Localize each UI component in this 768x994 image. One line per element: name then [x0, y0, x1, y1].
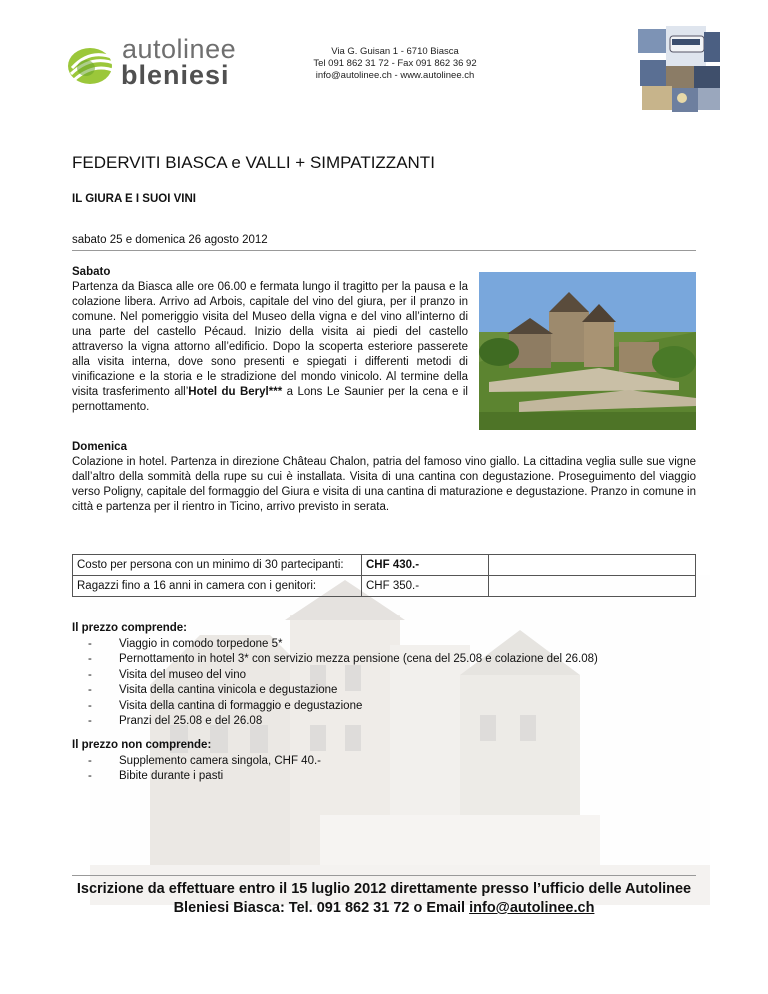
- company-phone: Tel 091 862 31 72 - Fax 091 862 36 92: [313, 58, 477, 69]
- price-value: CHF 430.-: [362, 555, 489, 576]
- saturday-text-end: a Lons Le Saunier per la cena e il pernottamento.: [72, 386, 468, 413]
- excluded-section: [72, 738, 692, 785]
- price-empty-cell: [489, 576, 696, 597]
- list-item: - Viaggio in comodo torpedone 5*: [88, 637, 283, 650]
- castle-vineyard-photo: [479, 272, 696, 430]
- list-item: - Visita della cantina vinicola e degustazione: [88, 684, 338, 696]
- trip-date: sabato 25 e domenica 26 agosto 2012: [72, 234, 268, 246]
- company-address: Via G. Guisan 1 - 6710 Biasca: [331, 46, 459, 57]
- logo-wordmark-bottom: bleniesi: [121, 60, 230, 90]
- list-item: - Pernottamento in hotel 3* con servizio mezza pensione (cena del 25.08 e colazione del 26.08): [88, 653, 598, 665]
- price-empty-cell: [489, 555, 696, 576]
- footer-line-1: Iscrizione da effettuare entro il 15 luglio 2012 direttamente presso l’ufficio delle Autolinee: [76, 881, 692, 897]
- table-row: [73, 555, 696, 576]
- logo-wordmark-top: autolinee: [122, 34, 237, 64]
- list-item: - Visita del museo del vino: [88, 668, 246, 681]
- logo-swirl-icon: [66, 42, 118, 86]
- sunday-section: [72, 440, 696, 515]
- divider: [72, 250, 696, 251]
- included-section: [72, 621, 692, 730]
- footer-line-2: Bleniesi Biasca: Tel. 091 862 31 72 o Email: [173, 900, 470, 916]
- sunday-text: Colazione in hotel. Partenza in direzione Château Chalon, patria del famoso vino giallo. La cittadina veglia sulle sue vigne dall’altro della sommità della rupe su cui è installata. Visita di una cantina con degustazione. Proseguimento del viaggio verso Poligny, capitale del formaggio del Giura e visita di una cantina di maturazione e degustazione. Pranzo in comune in città e partenza per il rientro in Ticino, arrivo previsto in serata.: [72, 456, 696, 513]
- included-title: Il prezzo comprende:: [72, 622, 188, 634]
- price-value: CHF 350.-: [362, 576, 489, 597]
- list-item: - Visita della cantina di formaggio e degustazione: [88, 699, 363, 712]
- bus-collage-image: [636, 26, 722, 114]
- price-label: Ragazzi fino a 16 anni in camera con i genitori:: [73, 576, 362, 597]
- sunday-label: Domenica: [72, 441, 127, 453]
- price-label: Costo per persona con un minimo di 30 partecipanti:: [73, 555, 362, 576]
- saturday-section: [72, 265, 468, 415]
- registration-footer: [72, 880, 696, 918]
- company-web: info@autolinee.ch - www.autolinee.ch: [315, 70, 475, 81]
- page-title: FEDERVITI BIASCA e VALLI + SIMPATIZZANTI: [72, 153, 435, 172]
- saturday-text: Partenza da Biasca alle ore 06.00 e fermata lungo il tragitto per la pausa e la colazione libera. Arrivo ad Arbois, capitale del vino del giura, per il pranzo in comune. Nel pomeriggio visita del Museo della vigna e del vino all’interno di una parte del castello Pécaud. Inizio della visita ai piedi del castello attraverso la vigna attorno all’edificio. Dopo la scoperta esteriore passerete alla visita interna, dove sono presenti e spiegati i differenti metodi di vinificazione e la storia e le stradizione del mondo vinicolo. Al termine della visita trasferimento all’: [72, 281, 468, 398]
- included-list: [72, 637, 692, 730]
- list-item: - Supplemento camera singola, CHF 40.-: [88, 754, 321, 767]
- trip-subtitle: IL GIURA E I SUOI VINI: [72, 193, 196, 205]
- table-row: [73, 576, 696, 597]
- excluded-list: [72, 754, 692, 785]
- list-item: - Bibite durante i pasti: [88, 770, 224, 782]
- hotel-name: Hotel du Beryl***: [188, 386, 283, 398]
- footer-divider: [72, 875, 696, 876]
- price-table: [72, 554, 696, 597]
- list-item: - Pranzi del 25.08 e del 26.08: [88, 715, 263, 727]
- saturday-label: Sabato: [72, 266, 111, 278]
- excluded-title: Il prezzo non comprende:: [72, 739, 212, 751]
- email-link[interactable]: info@autolinee.ch: [469, 900, 595, 916]
